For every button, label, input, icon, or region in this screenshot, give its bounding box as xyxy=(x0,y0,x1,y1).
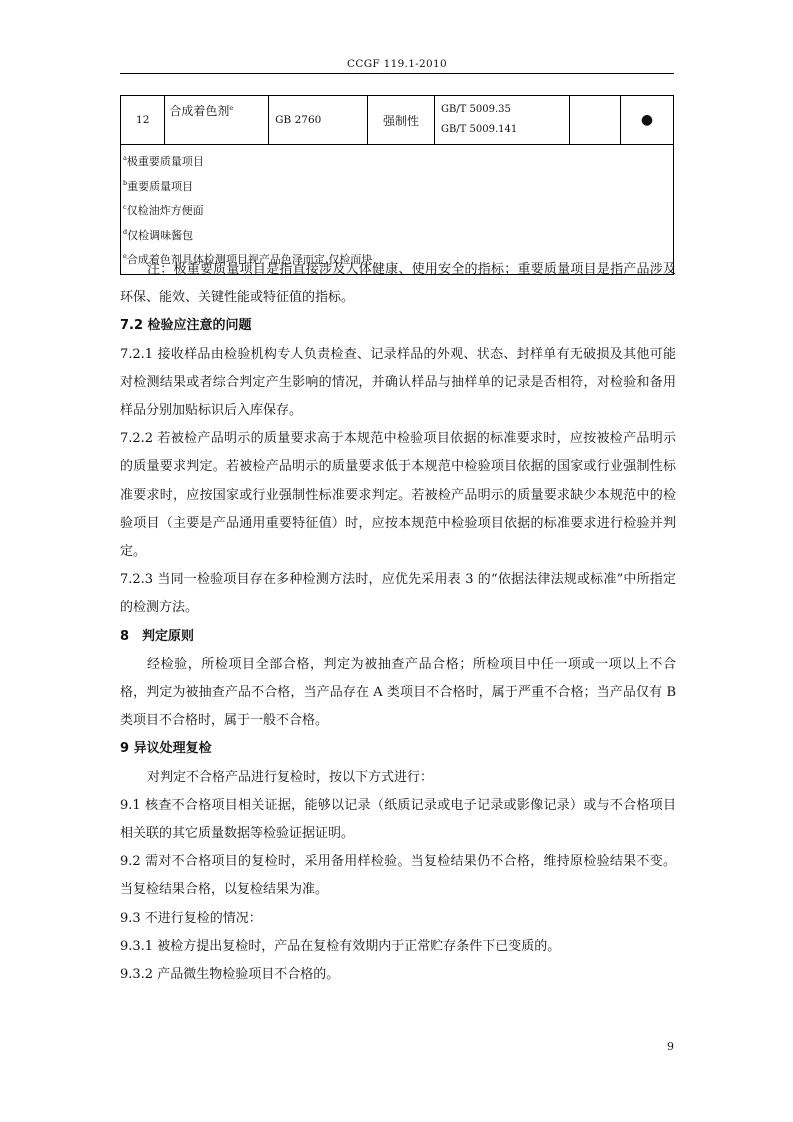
table-notes-row xyxy=(121,145,674,275)
item-name-cell xyxy=(165,96,269,145)
note-text: 仅检调味酱包 xyxy=(127,228,194,242)
note-mark: b xyxy=(123,178,128,187)
method-line: GB/T 5009.141 xyxy=(440,124,518,135)
section-heading-9: 9 异议处理复检 xyxy=(120,741,212,757)
section-8-paragraph: 经检验，所检项目全部合格，判定为被抽查产品合格；所检项目中任一项或一项以上不合格，判定为被抽查产品不合格，当产品存在 A 类项目不合格时，属于严重不合格；当产品仅有 B 类项目不合格时，属于一般不合格。 xyxy=(120,656,676,729)
empty-cell xyxy=(569,96,620,145)
requirement-type: 强制性 xyxy=(368,96,435,145)
standard-cell: GB 2760 xyxy=(269,96,368,145)
table-row xyxy=(121,96,674,145)
note-text: 仅检油炸方便面 xyxy=(126,204,204,217)
clause-7-2-2: 7.2.2 若被检产品明示的质量要求高于本规范中检验项目依据的标准要求时，应按被检产品明示的质量要求判定。若被检产品明示的质量要求低于本规范中检验项目依据的国家或行业强制性标准要求时，应按国家或行业强制性标准要求判定。若被检产品明示的质量要求缺少本规范中的检验项目（主要是产品通用重要特征值）时，应按本规范中检验项目依据的标准要求进行检验并判定。 xyxy=(120,431,676,560)
clause-9-3: 9.3 不进行复检的情况： xyxy=(120,910,262,926)
note-text: 极重要质量项目 xyxy=(126,155,204,168)
header-rule xyxy=(120,73,674,74)
table-note xyxy=(123,173,671,198)
table-note xyxy=(123,148,671,173)
method-line: GB/T 5009.35 xyxy=(440,104,511,115)
section-heading-8: 8 判定原则 xyxy=(120,628,195,644)
note-mark: c xyxy=(123,203,127,211)
clause-9-3-2: 9.3.2 产品微生物检验项目不合格的。 xyxy=(120,967,340,983)
table-note xyxy=(123,222,671,247)
item-footnote-mark: e xyxy=(229,104,234,112)
clause-9-1: 9.1 核查不合格项目相关证据，能够以记录（纸质记录或电子记录或影像记录）或与不合格项目相关联的其它质量数据等检验证据证明。 xyxy=(120,797,676,842)
document-body xyxy=(120,256,676,989)
note-paragraph: 注：极重要质量项目是指直接涉及人体健康、使用安全的指标；重要质量项目是指产品涉及环保、能效、关键性能或特征值的指标。 xyxy=(120,262,676,306)
item-name: 合成着色剂 xyxy=(169,104,230,118)
row-number: 12 xyxy=(121,96,165,145)
section-9-intro: 对判定不合格产品进行复检时，按以下方式进行： xyxy=(147,769,434,785)
note-mark: e xyxy=(123,252,127,260)
page-header: CCGF 119.1-2010 xyxy=(347,58,447,70)
note-text: 重要质量项目 xyxy=(127,179,194,193)
applicable-mark: ● xyxy=(621,96,674,145)
note-mark: d xyxy=(123,227,128,236)
table-notes xyxy=(121,145,674,275)
table-note xyxy=(123,197,671,222)
note-mark: a xyxy=(123,154,127,162)
clause-7-2-3: 7.2.3 当同一检验项目存在多种检测方法时，应优先采用表 3 的“依据法律法规或标准”中所指定的检测方法。 xyxy=(120,572,676,616)
section-heading-7-2: 7.2 检验应注意的问题 xyxy=(120,318,252,334)
clause-9-2: 9.2 需对不合格项目的复检时，采用备用样检验。当复检结果仍不合格，维持原检验结果不变。当复检结果合格，以复检结果为准。 xyxy=(120,854,676,898)
note-text: 合成着色剂具体检测项目视产品色泽而定,仅检面块 xyxy=(126,253,373,266)
page-number: 9 xyxy=(667,1040,674,1053)
inspection-table xyxy=(120,95,674,275)
method-cell xyxy=(434,96,569,145)
clause-9-3-1: 9.3.1 被检方提出复检时，产品在复检有效期内于正常贮存条件下已变质的。 xyxy=(120,938,561,954)
clause-7-2-1: 7.2.1 接收样品由检验机构专人负责检查、记录样品的外观、状态、封样单有无破损及其他可能对检测结果或者综合判定产生影响的情况，并确认样品与抽样单的记录是否相符，对检验和备用样品分别加贴标识后入库保存。 xyxy=(120,346,676,419)
